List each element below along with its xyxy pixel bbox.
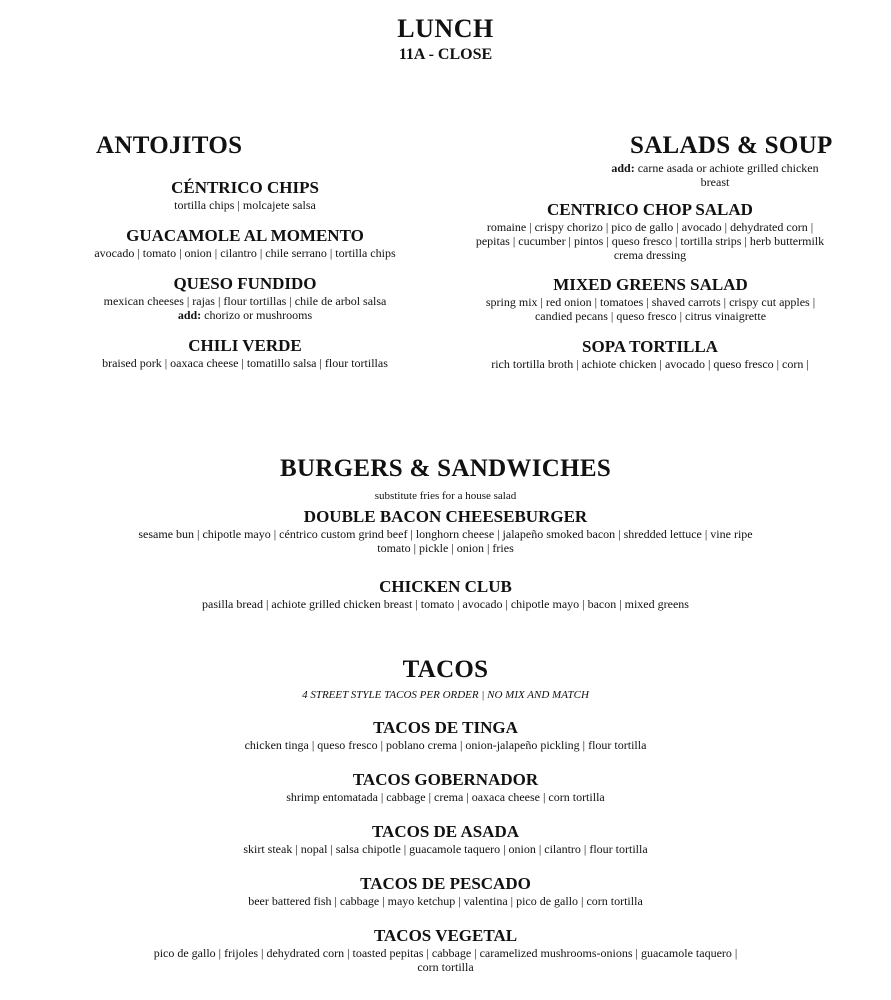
section-title-burgers-sandwiches: BURGERS & SANDWICHES (279, 455, 612, 482)
addon-text: chorizo or mushrooms (201, 308, 313, 322)
menu-item (100, 718, 791, 752)
item-description: shrimp entomatada | cabbage | crema | oaxaca cheese | corn tortilla (286, 790, 605, 804)
item-description: spring mix | red onion | tomatoes | shaved carrots | crispy cut apples | candied pecans | queso fresco | citrus vinaigrette (485, 295, 816, 323)
menu-item (80, 336, 410, 370)
item-description: pasilla bread | achiote grilled chicken breast | tomato | avocado | chipotle mayo | bacon | mixed greens (202, 597, 689, 611)
note-separator: | (478, 689, 488, 701)
menu-item (80, 226, 410, 260)
item-description: sesame bun | chipotle mayo | céntrico custom grind beef | longhorn cheese | jalapeño smoked bacon | shredded lettuce | vine ripe tomato | pickle | onion | fries (138, 527, 753, 555)
item-description: skirt steak | nopal | salsa chipotle | guacamole taquero | onion | cilantro | flour tortilla (243, 842, 648, 856)
section-title-antojitos: ANTOJITOS (96, 132, 243, 159)
item-name: TACOS VEGETAL (373, 926, 518, 945)
item-name: TACOS DE PESCADO (360, 874, 531, 893)
item-name: QUESO FUNDIDO (173, 274, 317, 293)
menu-item (478, 275, 823, 323)
item-description: chicken tinga | queso fresco | poblano crema | onion-jalapeño pickling | flour tortilla (244, 738, 647, 752)
item-name: CENTRICO CHOP SALAD (547, 200, 753, 219)
item-description: pico de gallo | frijoles | dehydrated corn | toasted pepitas | cabbage | caramelized mushrooms-onions | guacamole taquero | corn tortilla (153, 946, 738, 974)
note-part: NO MIX AND MATCH (487, 689, 589, 701)
item-name: TACOS DE ASADA (371, 822, 520, 841)
item-name: SOPA TORTILLA (582, 337, 718, 356)
item-name: CHICKEN CLUB (379, 577, 512, 596)
item-name: TACOS DE TINGA (373, 718, 518, 737)
item-name: TACOS GOBERNADOR (352, 770, 539, 789)
item-description: beer battered fish | cabbage | mayo ketchup | valentina | pico de gallo | corn tortilla (248, 894, 643, 908)
menu-item (470, 337, 830, 371)
item-name: DOUBLE BACON CHEESEBURGER (303, 507, 588, 526)
item-description: avocado | tomato | onion | cilantro | chile serrano | tortilla chips (94, 246, 396, 260)
note-part: 4 STREET STYLE TACOS PER ORDER (302, 689, 479, 701)
salads-addon (610, 161, 820, 189)
item-addon (80, 308, 410, 322)
page-title: LUNCH (397, 14, 494, 43)
menu-item (100, 822, 791, 856)
menu-item (150, 926, 741, 974)
addon-label: add: (177, 308, 202, 322)
menu-item (100, 770, 791, 804)
item-name: MIXED GREENS SALAD (553, 275, 748, 294)
addon-text: carne asada or achiote grilled chicken breast (634, 161, 819, 189)
item-name: CÉNTRICO CHIPS (171, 178, 319, 197)
item-name: CHILI VERDE (188, 336, 302, 355)
item-description: tortilla chips | molcajete salsa (174, 198, 316, 212)
menu-item (80, 178, 410, 212)
item-name: GUACAMOLE AL MOMENTO (126, 226, 364, 245)
item-description: rich tortilla broth | achiote chicken | avocado | queso fresco | corn | (491, 357, 809, 371)
item-description: mexican cheeses | rajas | flour tortillas | chile de arbol salsa (103, 294, 387, 308)
menu-item (100, 577, 791, 611)
item-description: braised pork | oaxaca cheese | tomatillo salsa | flour tortillas (102, 356, 388, 370)
section-note (0, 689, 891, 702)
service-hours: 11A - CLOSE (398, 46, 493, 63)
menu-item (80, 274, 410, 322)
menu-item (100, 874, 791, 908)
section-note: substitute fries for a house salad (374, 490, 517, 502)
menu-item (130, 507, 761, 555)
menu-item (470, 200, 830, 262)
section-title-salads-soup: SALADS & SOUP (630, 132, 833, 159)
addon-label: add: (611, 161, 635, 175)
item-description: romaine | crispy chorizo | pico de gallo | avocado | dehydrated corn | pepitas | cucumber | pintos | queso fresco | tortilla strips | herb buttermilk crema dressing (475, 220, 825, 262)
section-title-tacos: TACOS (402, 656, 489, 683)
